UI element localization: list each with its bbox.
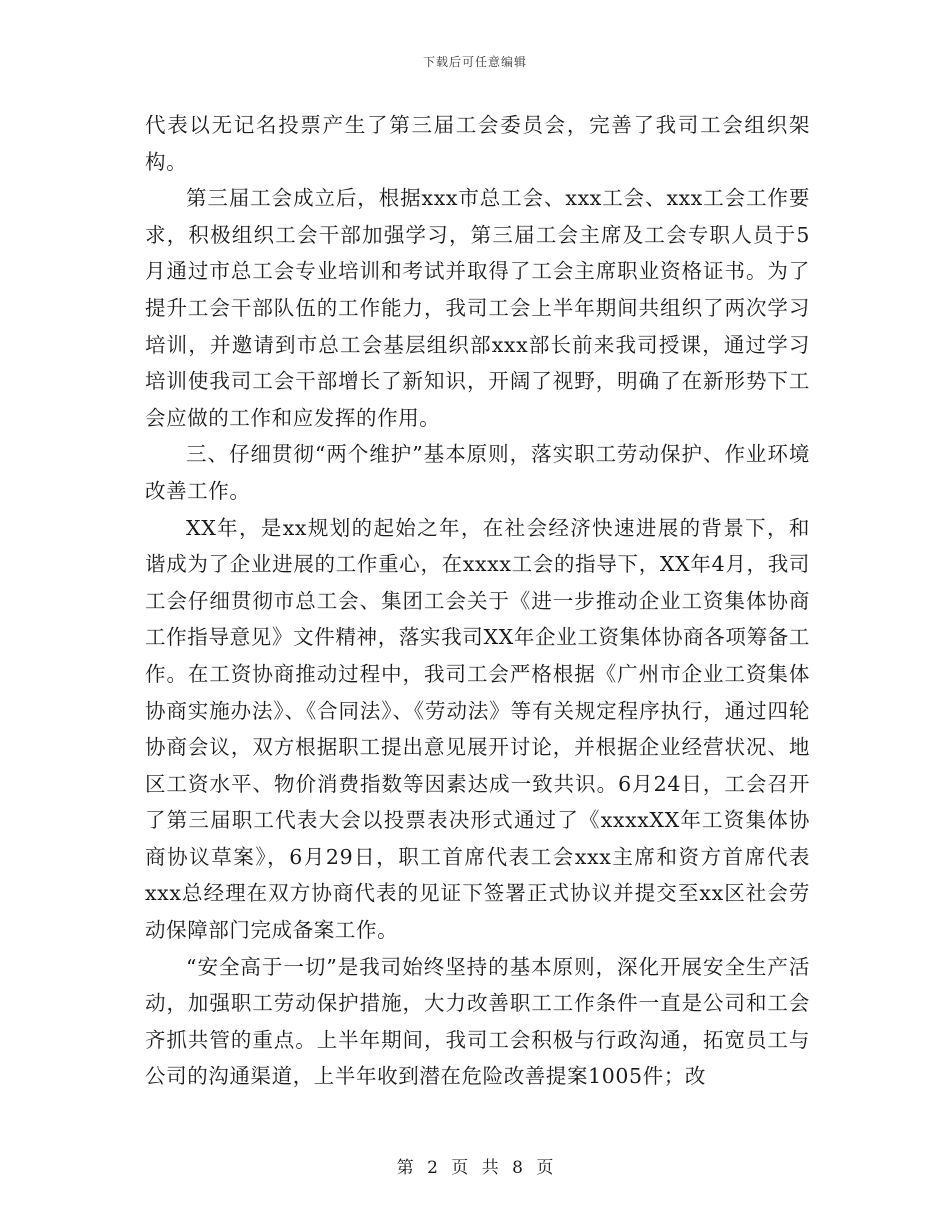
document-body — [145, 107, 810, 1095]
page-header-note: 下载后可任意编辑 — [422, 55, 527, 69]
page-number-footer: 第 2 页 共 8 页 — [396, 1158, 554, 1178]
paragraph-5: “安全高于一切”是我司始终坚持的基本原则，深化开展安全生产活动，加强职工劳动保护措施，大力改善职工工作条件一直是公司和工会齐抓共管的重点。上半年期间，我司工会积极与行政沟通，拓宽员工与公司的沟通渠道，上半年收到潜在危险改善提案1005件；改 — [145, 954, 810, 1089]
paragraph-3-heading: 三、仔细贯彻“两个维护”基本原则，落实职工劳动保护、作业环境改善工作。 — [145, 442, 810, 503]
paragraph-1: 代表以无记名投票产生了第三届工会委员会，完善了我司工会组织架构。 — [145, 113, 810, 174]
paragraph-4: XX年，是xx规划的起始之年，在社会经济快速进展的背景下，和谐成为了企业进展的工作重心，在xxxx工会的指导下，XX年4月，我司工会仔细贯彻市总工会、集团工会关于《进一步推动企业工资集体协商工作指导意见》文件精神，落实我司XX年企业工资集体协商各项筹备工作。在工资协商推动过程中，我司工会严格根据《广州市企业工资集体协商实施办法》、《合同法》、《劳动法》等有关规定程序执行，通过四轮协商会议，双方根据职工提出意见展开讨论，并根据企业经营状况、地区工资水平、物价消费指数等因素达成一致共识。6月24日，工会召开了第三届职工代表大会以投票表决形式通过了《xxxxXX年工资集体协商协议草案》，6月29日，职工首席代表工会xxx主席和资方首席代表xxx总经理在双方协商代表的见证下签署正式协议并提交至xx区社会劳动保障部门完成备案工作。 — [145, 515, 810, 943]
paragraph-2: 第三届工会成立后，根据xxx市总工会、xxx工会、xxx工会工作要求，积极组织工会干部加强学习，第三届工会主席及工会专职人员于5月通过市总工会专业培训和考试并取得了工会主席职业资格证书。为了提升工会干部队伍的工作能力，我司工会上半年期间共组织了两次学习培训，并邀请到市总工会基层组织部xxx部长前来我司授课，通过学习培训使我司工会干部增长了新知识，开阔了视野，明确了在新形势下工会应做的工作和应发挥的作用。 — [145, 186, 810, 430]
